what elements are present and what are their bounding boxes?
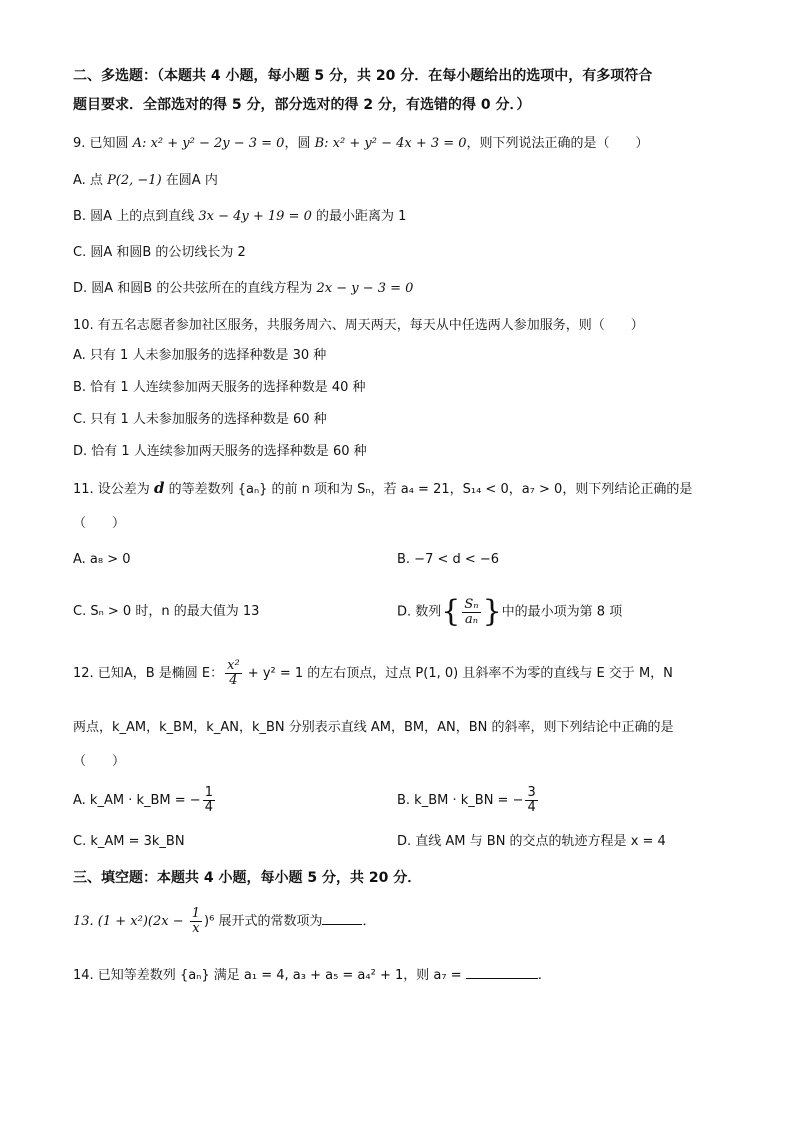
q10-option-c: C. 只有 1 人未参加服务的选择种数是 60 种 (73, 412, 327, 427)
q12-option-a: A. k_AM · k_BM = − $\frac{1}{4}$ (73, 785, 213, 815)
q10-option-d: D. 恰有 1 人连续参加两天服务的选择种数是 60 种 (73, 444, 367, 459)
q13: 13. (1 + x²)(2x − $\frac{1}{x}$ )⁶ 展开式的常数项为 ． (73, 906, 376, 936)
q11-option-a: A. a₈ > 0 (73, 552, 131, 567)
q12-option-b: B. k_BM · k_BN = − $\frac{3}{4}$ (397, 785, 536, 815)
q12-paren: （ ） (73, 754, 126, 769)
q14-answer-blank[interactable] (466, 978, 538, 979)
q10-stem: 10. 有五名志愿者参加社区服务，共服务周六、周天两天，每天从中任选两人参加服务，则（ ） (73, 318, 644, 333)
q10-option-b: B. 恰有 1 人连续参加两天服务的选择种数是 40 种 (73, 380, 366, 395)
q11-paren: （ ） (73, 516, 126, 531)
q9-option-b: B. 圆A 上的点到直线 3x − 4y + 19 = 0 的最小距离为 1 (73, 209, 407, 224)
q9-stem: 9. 已知圆 A: x² + y² − 2y − 3 = 0，圆 B: x² + y² − 4x + 3 = 0，则下列说法正确的是（ ） (73, 136, 649, 151)
q12-option-c: C. k_AM = 3k_BN (73, 834, 185, 849)
q11-stem: 11. 设公差为 d 的等差数列 {aₙ} 的前 n 项和为 Sₙ，若 a₄ = 21，S₁₄ < 0，a₇ > 0，则下列结论正确的是 (73, 479, 693, 497)
q11-option-b: B. −7 < d < −6 (397, 552, 500, 567)
q9-option-c: C. 圆A 和圆B 的公切线长为 2 (73, 245, 246, 260)
section3-title: 三、填空题：本题共 4 小题，每小题 5 分，共 20 分． (73, 870, 422, 886)
q13-answer-blank[interactable] (322, 924, 362, 925)
q9-option-d: D. 圆A 和圆B 的公共弦所在的直线方程为 2x − y − 3 = 0 (73, 281, 414, 296)
q9-option-a: A. 点 P(2, −1) 在圆A 内 (73, 173, 218, 188)
section2-title-line1: 二、多选题：（本题共 4 小题，每小题 5 分，共 20 分．在每小题给出的选项中，有多项符合 (73, 68, 653, 84)
q14: 14. 已知等差数列 {aₙ} 满足 a₁ = 4, a₃ + a₅ = a₄² + 1，则 a₇ = . (73, 968, 542, 983)
q11-option-d: D. 数列{ $\frac{\text{Sₙ}}{\text{aₙ}}$ }中的最小项为第 8 项 (397, 594, 623, 629)
q10-option-a: A. 只有 1 人未参加服务的选择种数是 30 种 (73, 348, 327, 363)
q12-stem: 12. 已知A，B 是椭圆 E： $\frac{\text{x²}}{4}$ + y² = 1 的左右顶点，过点 P(1, 0) 且斜率不为零的直线与 E 交于 M，N (73, 658, 673, 688)
q11-option-c: C. Sₙ > 0 时，n 的最大值为 13 (73, 604, 260, 619)
q12-option-d: D. 直线 AM 与 BN 的交点的轨迹方程是 x = 4 (397, 834, 666, 849)
q12-stem-line2: 两点，k_AM，k_BM，k_AN，k_BN 分别表示直线 AM，BM，AN，BN 的斜率，则下列结论中正确的是 (73, 720, 674, 735)
section2-title-line2: 题目要求．全部选对的得 5 分，部分选对的得 2 分，有选错的得 0 分．） (73, 97, 531, 113)
